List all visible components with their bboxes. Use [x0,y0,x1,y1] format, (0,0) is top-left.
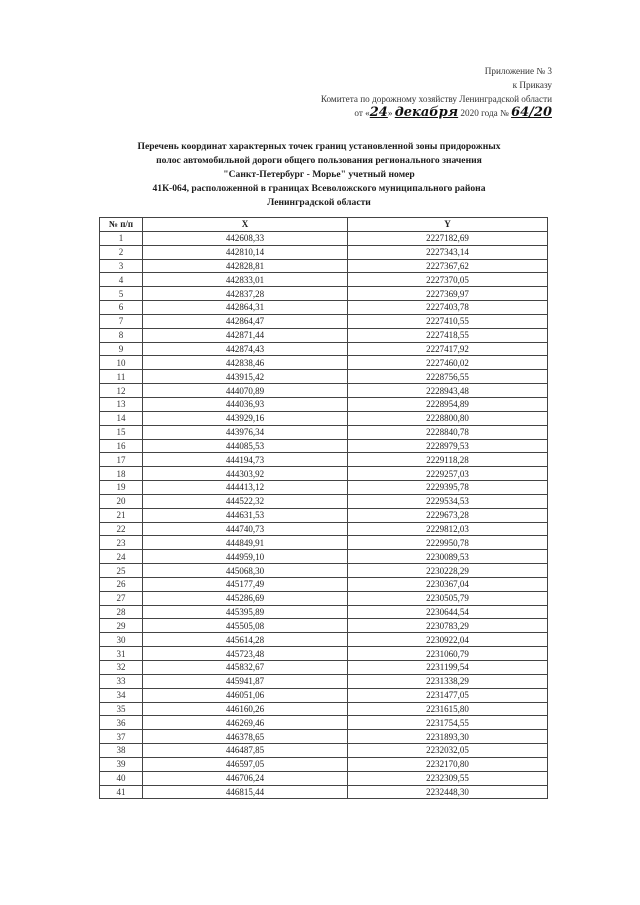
x-value: 446160,26 [143,702,348,716]
header-number: № п/п [100,218,143,232]
appendix-order-ref: к Приказу [512,80,552,90]
title-line-2: полос автомобильной дороги общего пользования регионального значения [156,155,482,166]
row-number: 29 [100,619,143,633]
row-number: 14 [100,411,143,425]
x-value: 445723,48 [143,647,348,661]
y-value: 2230783,29 [348,619,548,633]
row-number: 24 [100,550,143,564]
y-value: 2232170,80 [348,757,548,771]
table-row [100,633,548,647]
row-number: 9 [100,342,143,356]
row-number: 41 [100,785,143,799]
row-number: 40 [100,771,143,785]
row-number: 11 [100,370,143,384]
x-value: 444085,53 [143,439,348,453]
y-value: 2229118,28 [348,453,548,467]
table-row [100,481,548,495]
x-value: 442864,31 [143,301,348,315]
x-value: 442833,01 [143,273,348,287]
row-number: 38 [100,744,143,758]
date-prefix: от « [354,108,370,118]
row-number: 30 [100,633,143,647]
table-row [100,730,548,744]
table-row [100,647,548,661]
row-number: 4 [100,273,143,287]
table-row [100,564,548,578]
date-suffix: 2020 года № [458,108,512,118]
title-line-1: Перечень координат характерных точек границ установленной зоны придорожных [137,141,501,152]
appendix-number: Приложение № 3 [484,66,552,76]
title-line-3: "Санкт-Петербург - Морье" учетный номер [223,169,415,180]
x-value: 446269,46 [143,716,348,730]
table-row [100,370,548,384]
y-value: 2231338,29 [348,674,548,688]
y-value: 2228954,89 [348,397,548,411]
table-row [100,356,548,370]
x-value: 445395,89 [143,605,348,619]
header-x: X [143,218,348,232]
row-number: 8 [100,328,143,342]
x-value: 444070,89 [143,384,348,398]
table-row [100,508,548,522]
table-row [100,619,548,633]
table-row [100,536,548,550]
x-value: 442864,47 [143,314,348,328]
row-number: 10 [100,356,143,370]
row-number: 36 [100,716,143,730]
y-value: 2227403,78 [348,301,548,315]
y-value: 2231199,54 [348,661,548,675]
date-mid: » [387,108,395,118]
row-number: 27 [100,591,143,605]
table-row [100,688,548,702]
table-row [100,397,548,411]
row-number: 34 [100,688,143,702]
x-value: 446597,05 [143,757,348,771]
y-value: 2231615,80 [348,702,548,716]
y-value: 2229534,53 [348,494,548,508]
y-value: 2227367,62 [348,259,548,273]
row-number: 22 [100,522,143,536]
x-value: 442871,44 [143,328,348,342]
table-header-row [100,218,548,232]
x-value: 442810,14 [143,245,348,259]
y-value: 2227343,14 [348,245,548,259]
title-line-5: Ленинградской области [267,197,371,208]
appendix-committee: Комитета по дорожному хозяйству Ленинградской области [320,94,552,104]
row-number: 6 [100,301,143,315]
table-row [100,674,548,688]
table-row [100,287,548,301]
table-row [100,301,548,315]
y-value: 2231477,05 [348,688,548,702]
y-value: 2230644,54 [348,605,548,619]
y-value: 2232448,30 [348,785,548,799]
table-row [100,259,548,273]
y-value: 2228943,48 [348,384,548,398]
x-value: 444303,92 [143,467,348,481]
table-row [100,425,548,439]
y-value: 2231060,79 [348,647,548,661]
x-value: 445286,69 [143,591,348,605]
row-number: 18 [100,467,143,481]
row-number: 7 [100,314,143,328]
row-number: 3 [100,259,143,273]
y-value: 2231754,55 [348,716,548,730]
x-value: 442828,81 [143,259,348,273]
y-value: 2228979,53 [348,439,548,453]
table-row [100,494,548,508]
table-row [100,342,548,356]
x-value: 444522,32 [143,494,348,508]
appendix-block [212,64,552,120]
x-value: 443976,34 [143,425,348,439]
y-value: 2231893,30 [348,730,548,744]
row-number: 16 [100,439,143,453]
row-number: 31 [100,647,143,661]
x-value: 442608,33 [143,231,348,245]
y-value: 2229395,78 [348,481,548,495]
row-number: 37 [100,730,143,744]
table-row [100,467,548,481]
table-row [100,771,548,785]
x-value: 445505,08 [143,619,348,633]
row-number: 1 [100,231,143,245]
table-row [100,439,548,453]
row-number: 19 [100,481,143,495]
table-row [100,785,548,799]
x-value: 443915,42 [143,370,348,384]
x-value: 442837,28 [143,287,348,301]
y-value: 2229257,03 [348,467,548,481]
coordinates-table [99,217,548,799]
x-value: 442838,46 [143,356,348,370]
y-value: 2227370,05 [348,273,548,287]
row-number: 35 [100,702,143,716]
row-number: 39 [100,757,143,771]
x-value: 445177,49 [143,577,348,591]
table-row [100,605,548,619]
row-number: 23 [100,536,143,550]
x-value: 444959,10 [143,550,348,564]
table-row [100,314,548,328]
table-row [100,231,548,245]
y-value: 2227410,55 [348,314,548,328]
date-day: 24 [369,105,388,120]
y-value: 2227417,92 [348,342,548,356]
y-value: 2228756,55 [348,370,548,384]
row-number: 33 [100,674,143,688]
table-row [100,702,548,716]
row-number: 13 [100,397,143,411]
y-value: 2227418,55 [348,328,548,342]
row-number: 25 [100,564,143,578]
table-row [100,577,548,591]
x-value: 443929,16 [143,411,348,425]
row-number: 2 [100,245,143,259]
date-month: декабря [394,105,459,120]
appendix-date-line [212,106,552,120]
y-value: 2229673,28 [348,508,548,522]
x-value: 445832,67 [143,661,348,675]
y-value: 2227460,02 [348,356,548,370]
table-row [100,716,548,730]
x-value: 444631,53 [143,508,348,522]
y-value: 2230922,04 [348,633,548,647]
x-value: 442874,43 [143,342,348,356]
y-value: 2230089,53 [348,550,548,564]
row-number: 28 [100,605,143,619]
row-number: 20 [100,494,143,508]
table-row [100,384,548,398]
row-number: 32 [100,661,143,675]
x-value: 446487,85 [143,744,348,758]
table-row [100,245,548,259]
x-value: 444740,73 [143,522,348,536]
x-value: 444194,73 [143,453,348,467]
y-value: 2230505,79 [348,591,548,605]
table-row [100,273,548,287]
y-value: 2230228,29 [348,564,548,578]
x-value: 445068,30 [143,564,348,578]
y-value: 2229950,78 [348,536,548,550]
y-value: 2228840,78 [348,425,548,439]
x-value: 446051,06 [143,688,348,702]
row-number: 12 [100,384,143,398]
header-y: Y [348,218,548,232]
row-number: 26 [100,577,143,591]
y-value: 2229812,03 [348,522,548,536]
x-value: 446815,44 [143,785,348,799]
table-row [100,591,548,605]
y-value: 2230367,04 [348,577,548,591]
table-row [100,744,548,758]
row-number: 5 [100,287,143,301]
x-value: 444849,91 [143,536,348,550]
y-value: 2227369,97 [348,287,548,301]
y-value: 2228800,80 [348,411,548,425]
order-number: 64/20 [511,105,552,120]
x-value: 445614,28 [143,633,348,647]
title-line-4: 41К-064, расположенной в границах Всеволожского муниципального района [152,183,486,194]
y-value: 2227182,69 [348,231,548,245]
x-value: 446706,24 [143,771,348,785]
table-row [100,661,548,675]
row-number: 17 [100,453,143,467]
table-row [100,453,548,467]
table-row [100,328,548,342]
document-title [98,140,540,210]
table-row [100,757,548,771]
table-row [100,550,548,564]
x-value: 445941,87 [143,674,348,688]
y-value: 2232032,05 [348,744,548,758]
x-value: 446378,65 [143,730,348,744]
table-row [100,522,548,536]
row-number: 21 [100,508,143,522]
row-number: 15 [100,425,143,439]
y-value: 2232309,55 [348,771,548,785]
x-value: 444413,12 [143,481,348,495]
x-value: 444036,93 [143,397,348,411]
table-row [100,411,548,425]
